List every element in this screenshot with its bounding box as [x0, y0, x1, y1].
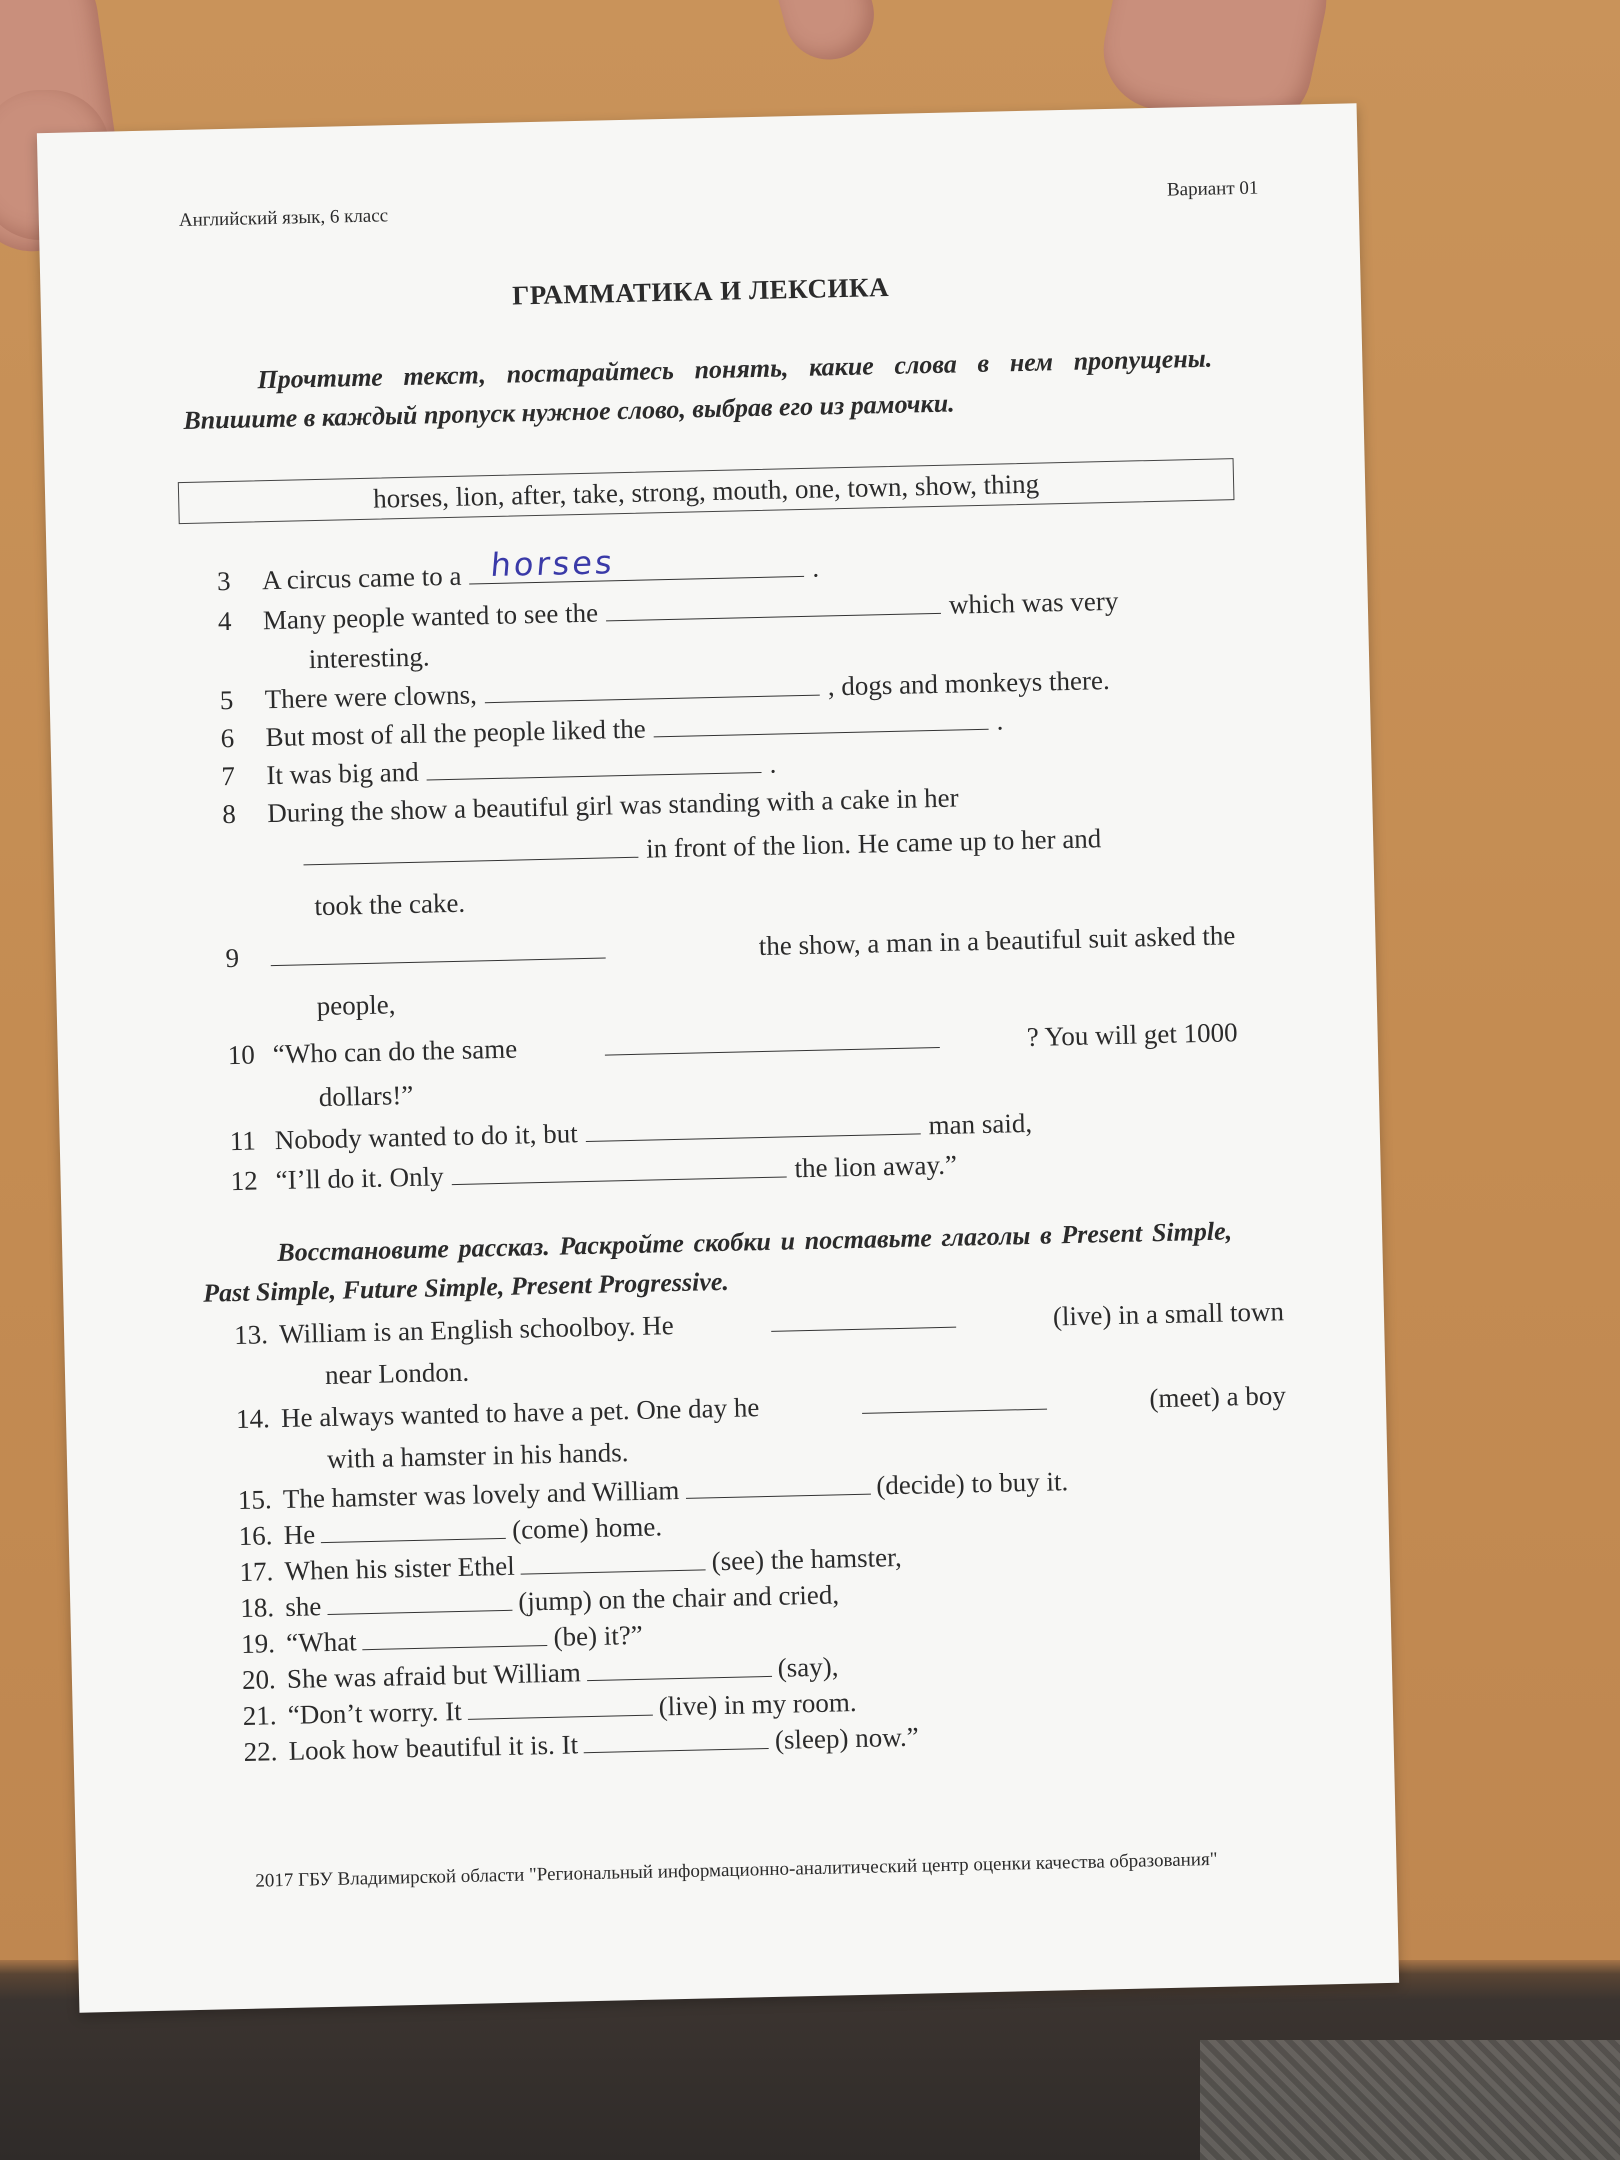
item-text-after: the lion away.”: [794, 1149, 958, 1184]
item-text-after: in front of the lion. He came up to her and: [645, 823, 1102, 864]
word-box: horses, lion, after, take, strong, mouth, one, town, show, thing: [178, 458, 1235, 524]
answer-blank[interactable]: [606, 591, 941, 622]
answer-blank[interactable]: [451, 1154, 786, 1185]
item-text-after: (meet) a boy: [1149, 1380, 1287, 1414]
item-text-before: A circus came to a: [261, 560, 462, 596]
item-continuation: took the cake.: [314, 887, 466, 922]
item-number: 3: [216, 565, 231, 597]
item-number: 19.: [240, 1628, 276, 1659]
item-continuation: near London.: [324, 1356, 470, 1390]
item-number: 11: [229, 1125, 257, 1157]
verb-blank[interactable]: [520, 1547, 705, 1574]
top-finger: [766, 0, 884, 70]
subject-label: Английский язык, 6 класс: [178, 205, 389, 232]
item-text-before: He: [283, 1519, 316, 1550]
item-number: 8: [222, 798, 237, 830]
item-continuation: with a hamster in his hands.: [326, 1437, 629, 1474]
item-number: 17.: [239, 1556, 274, 1587]
verb-blank[interactable]: [321, 1516, 506, 1543]
item-number: 15.: [237, 1484, 272, 1516]
item-text-after: ? You will get 1000: [1026, 1017, 1238, 1052]
item-number: 20.: [241, 1664, 277, 1695]
item-text-before: During the show a beautiful girl was standing with a cake in her: [266, 782, 959, 829]
handwritten-answer: horses: [489, 543, 617, 585]
item-text-after: , dogs and monkeys there.: [827, 665, 1110, 702]
item-number: 18.: [240, 1592, 275, 1623]
item-text-before: she: [285, 1591, 322, 1622]
section1-items: [217, 538, 1241, 1201]
item-text-before: William is an English schoolboy. He: [278, 1310, 675, 1350]
answer-blank[interactable]: [469, 543, 804, 585]
item-text-before: He always wanted to have a pet. One day he: [280, 1392, 760, 1434]
footer-text: 2017 ГБУ Владимирской области "Региональный информационно-аналитический центр оценки качества образования": [255, 1848, 1218, 1892]
item-text-after: (be) it?”: [553, 1619, 644, 1652]
item-text-after: (jump) on the chair and cried,: [517, 1579, 840, 1617]
item-number: 7: [221, 760, 236, 792]
page-title: ГРАММАТИКА И ЛЕКСИКА: [511, 271, 890, 311]
item-continuation: interesting.: [308, 641, 430, 675]
item-number: 22.: [243, 1736, 278, 1767]
variant-label: Вариант 01: [1166, 177, 1259, 201]
item-text-after: .: [811, 552, 820, 583]
item-text-after: .: [769, 748, 777, 779]
item-text-before: Look how beautiful it is. It: [288, 1729, 579, 1766]
item-number: 4: [217, 605, 232, 637]
instruction-2: Восстановите рассказ. Раскройте скобки и поставьте глаголы в Present Simple, Past Simple, Future Simple, Present Progressive.: [202, 1216, 1233, 1308]
item-number: 5: [219, 684, 234, 716]
item-number: 21.: [242, 1700, 277, 1731]
item-text-after: the show, a man in a beautiful suit asked the: [758, 920, 1236, 962]
item-text-before: “What: [285, 1626, 357, 1658]
item-text-after: (live) in my room.: [658, 1687, 857, 1722]
item-continuation: dollars!”: [318, 1079, 414, 1113]
item-number: 14.: [235, 1403, 271, 1435]
item-number: 12: [230, 1165, 259, 1197]
item-text-after: (come) home.: [511, 1511, 663, 1545]
item-text-before: She was afraid but William: [286, 1657, 582, 1694]
item-text-after: (see) the hamster,: [711, 1541, 903, 1577]
answer-blank[interactable]: [653, 707, 988, 738]
answer-blank[interactable]: [270, 936, 605, 967]
floor-tile: [1200, 2040, 1620, 2160]
verb-blank[interactable]: [584, 1726, 769, 1753]
item-text-after: .: [996, 705, 1004, 736]
item-text-before: “I’ll do it. Only: [275, 1161, 444, 1196]
item-text-before: “Don’t worry. It: [287, 1695, 463, 1730]
worksheet-page: [37, 103, 1399, 2012]
item-text-before: There were clowns,: [264, 679, 478, 715]
item-text-after: (decide) to buy it.: [875, 1466, 1069, 1501]
item-text-before: It was big and: [266, 756, 419, 791]
answer-blank[interactable]: [426, 750, 761, 781]
item-text-before: Nobody wanted to do it, but: [274, 1118, 578, 1156]
item-text-before: “Who can do the same: [272, 1033, 518, 1070]
item-number: 10: [227, 1039, 256, 1071]
verb-blank[interactable]: [685, 1472, 870, 1499]
item-number: [224, 866, 269, 867]
verb-blank[interactable]: [467, 1693, 652, 1720]
item-number: 9: [225, 942, 240, 974]
instruction-1: Прочтите текст, постарайтесь понять, какие слова в нем пропущены. Впишите в каждый пропуск нужное слово, выбрав его из рамочки.: [183, 343, 1213, 435]
answer-blank[interactable]: [485, 673, 820, 704]
section2-items: [234, 1290, 1294, 1770]
item-text-after: (say),: [777, 1651, 839, 1683]
item-number: 16.: [238, 1520, 273, 1551]
item-text-before: Many people wanted to see the: [262, 597, 599, 636]
verb-blank[interactable]: [362, 1623, 547, 1650]
answer-blank[interactable]: [604, 1025, 939, 1056]
item-text-after: (sleep) now.”: [774, 1721, 919, 1755]
item-text-before: The hamster was lovely and William: [282, 1474, 680, 1514]
item-number: 13.: [233, 1319, 269, 1351]
item-text-after: which was very: [948, 585, 1119, 620]
item-number: 6: [220, 722, 235, 754]
verb-blank[interactable]: [327, 1588, 512, 1615]
answer-blank[interactable]: [303, 835, 638, 866]
item-text-after: man said,: [928, 1107, 1033, 1141]
item-continuation: people,: [316, 989, 396, 1022]
verb-blank[interactable]: [862, 1387, 1047, 1414]
item-text-before: But most of all the people liked the: [265, 713, 647, 753]
item-text-before: When his sister Ethel: [284, 1550, 516, 1586]
item-text-after: (live) in a small town: [1052, 1296, 1285, 1332]
answer-blank[interactable]: [585, 1111, 920, 1142]
verb-blank[interactable]: [586, 1654, 771, 1681]
verb-blank[interactable]: [771, 1305, 956, 1332]
